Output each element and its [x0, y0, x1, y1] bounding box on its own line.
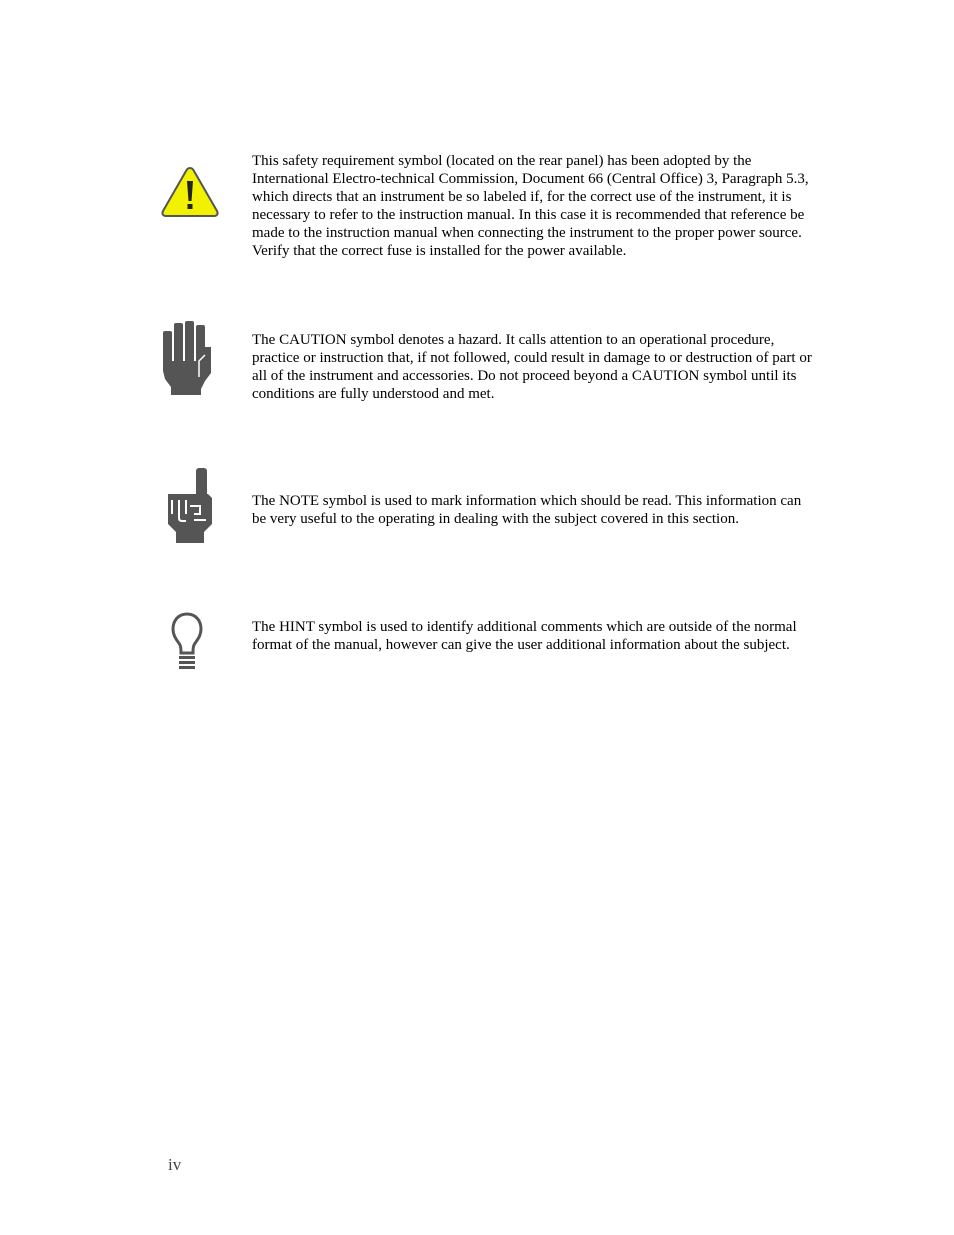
page-number: iv: [168, 1155, 182, 1174]
pointing-finger-icon: [166, 468, 214, 544]
note-symbol-description: The NOTE symbol is used to mark information which should be read. This information can be very useful to the operating in dealing with the subject covered in this section.: [252, 493, 802, 527]
raised-hand-icon: [161, 321, 213, 396]
light-bulb-icon: [170, 612, 204, 670]
caution-symbol-description: The CAUTION symbol denotes a hazard. It calls attention to an operational procedure, practice or instruction that, if not followed, could result in damage to or destruction of part or all of the instrument and accessories. Do not proceed beyond a CAUTION symbol until its conditions are fully understood and met.: [252, 332, 812, 402]
hint-symbol-description: The HINT symbol is used to identify additional comments which are outside of the normal format of the manual, however can give the user additional information about the subject.: [252, 619, 797, 653]
warning-triangle-icon: [160, 165, 220, 219]
safety-symbol-description: This safety requirement symbol (located on the rear panel) has been adopted by the International Electro-technical Commission, Document 66 (Central Office) 3, Paragraph 5.3, which directs that an instrument be so labeled if, for the correct use of the instrument, it is necessary to refer to the instruction manual. In this case it is recommended that reference be made to the instruction manual when connecting the instrument to the proper power source. Verify that the correct fuse is installed for the power available.: [252, 153, 809, 259]
